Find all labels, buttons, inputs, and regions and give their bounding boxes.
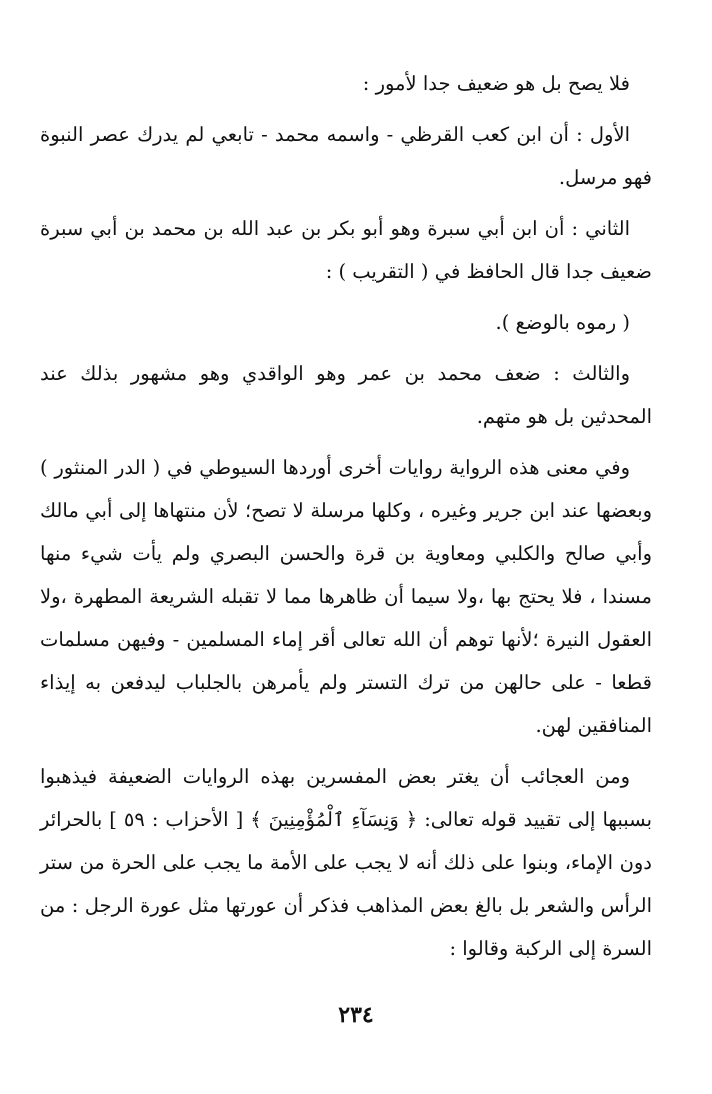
paragraph-other-narrations: وفي معنى هذه الرواية روايات أخرى أوردها السيوطي في ( الدر المنثور ) وبعضها عند ابن جرير وغيره ، وكلها مرسلة لا تصح؛ لأن منتهاها إلى أبي مالك وأبي صالح والكلبي ومعاوية بن قرة والحسن البصري ولم يأت شيء منها مسندا ، فلا يحتج بها ،ولا سيما أن ظاهرها مما لا تقبله الشريعة المطهرة ،ولا العقول النيرة ؛لأنها توهم أن الله تعالى أقر إماء المسلمين - وفيهن مسلمات قطعا - على حالهن من ترك التستر ولم يأمرهن بالجلباب ليدفعن به إيذاء المنافقين لهن. — [40, 456, 652, 737]
page-number: ٢٣٤ — [338, 1002, 374, 1028]
paragraph-third-reason: والثالث : ضعف محمد بن عمر وهو الواقدي وهو مشهور بذلك عند المحدثين بل هو متهم. — [40, 362, 652, 428]
paragraph-commentators: ومن العجائب أن يغتر بعض المفسرين بهذه الروايات الضعيفة فيذهبوا بسببها إلى تقييد قوله تعالى: ﴿ وَنِسَآءِ ٱلْمُؤْمِنِينَ ﴾ [ الأحزاب : ٥٩ ] بالحرائر دون الإماء، وبنوا على ذلك أنه لا يجب على الأمة ما يجب على الحرة من ستر الرأس والشعر بل بالغ بعض المذاهب فذكر أن عورتها مثل عورة الرجل : من السرة إلى الركبة وقالوا : — [40, 765, 653, 960]
quote-taqrib: ( رموه بالوضع ). — [495, 311, 630, 334]
paragraph-first-reason: الأول : أن ابن كعب القرظي - واسمه محمد - تابعي لم يدرك عصر النبوة فهو مرسل. — [40, 123, 652, 189]
page-body — [40, 62, 652, 978]
paragraph-intro: فلا يصح بل هو ضعيف جدا لأمور : — [362, 72, 630, 95]
paragraph-second-reason: الثاني : أن ابن أبي سبرة وهو أبو بكر بن عبد الله بن محمد بن أبي سبرة ضعيف جدا قال الحافظ في ( التقريب ) : — [40, 217, 652, 283]
